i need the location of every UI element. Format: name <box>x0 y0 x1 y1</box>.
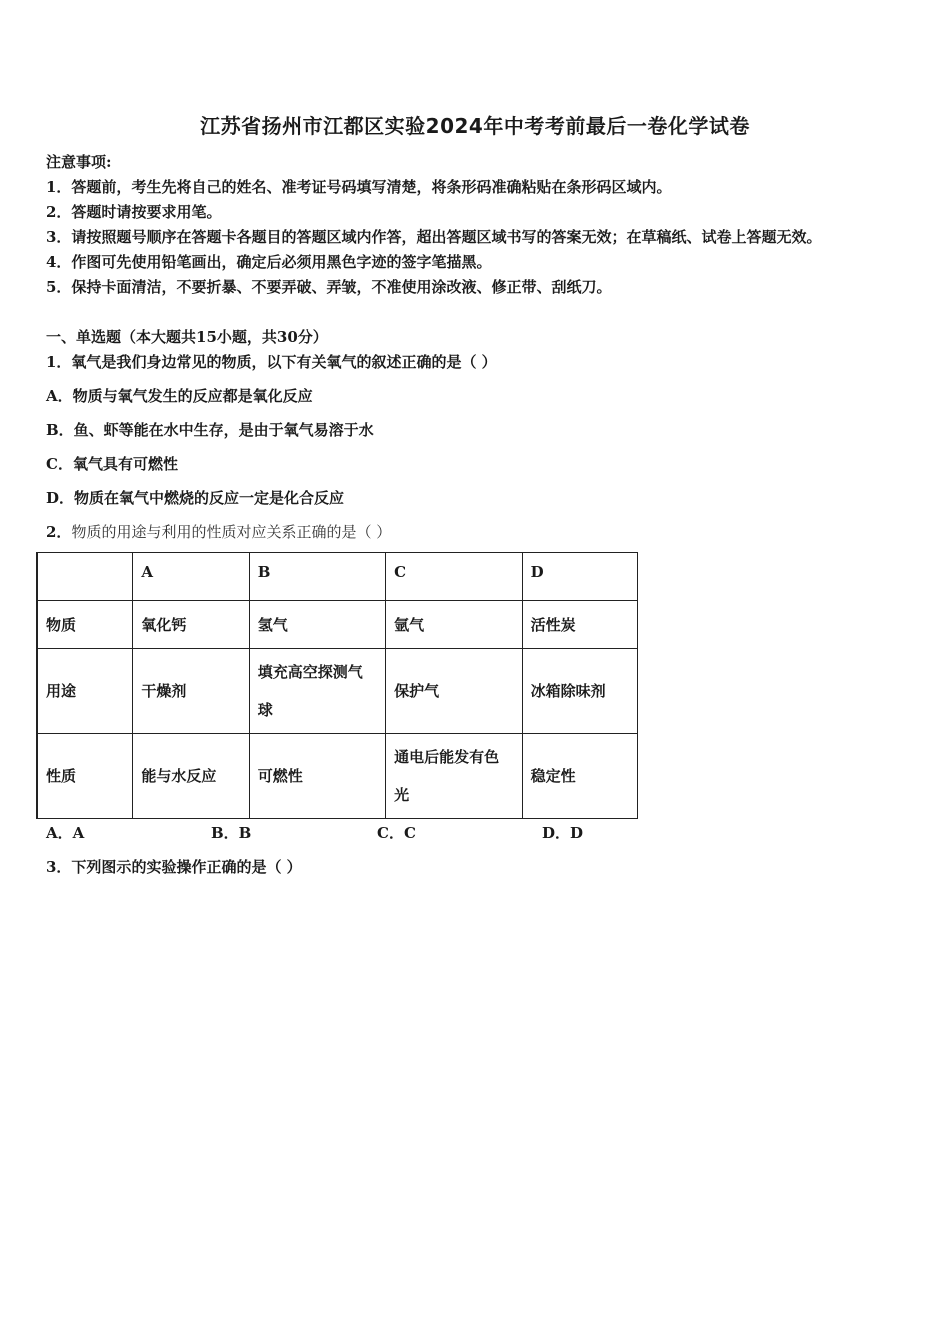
notice-item: 4．作图可先使用铅笔画出，确定后必须用黑色字迹的签字笔描黑。 <box>46 253 492 271</box>
table-cell: 填充高空探测气球 <box>249 649 385 734</box>
table-cell: 氢气 <box>249 601 385 649</box>
table-cell: 冰箱除味剂 <box>522 649 637 734</box>
question-1-option-b: B．鱼、虾等能在水中生存，是由于氧气易溶于水 <box>46 421 374 439</box>
question-2-answer-d: D．D <box>542 824 584 842</box>
table-cell: 氩气 <box>386 601 522 649</box>
table-cell: 干燥剂 <box>133 649 249 734</box>
question-2-answer-b: B．B <box>211 824 252 842</box>
notice-heading: 注意事项: <box>46 153 112 171</box>
section-heading: 一、单选题（本大题共15小题，共30分） <box>46 328 328 346</box>
page-title: 江苏省扬州市江都区实验2024年中考考前最后一卷化学试卷 <box>200 114 750 138</box>
table-row <box>37 649 638 734</box>
table-cell: B <box>249 553 385 601</box>
notice-item: 3．请按照题号顺序在答题卡各题目的答题区域内作答，超出答题区域书写的答案无效；在草稿纸、试卷上答题无效。 <box>46 228 822 246</box>
question-3-stem: 3．下列图示的实验操作正确的是（ ） <box>46 858 302 876</box>
table-cell: 通电后能发有色光 <box>386 734 522 819</box>
table-cell: 可燃性 <box>249 734 385 819</box>
table-cell <box>37 553 133 601</box>
table-cell: D <box>522 553 637 601</box>
question-1-option-c: C．氧气具有可燃性 <box>46 455 178 473</box>
question-2-answer-c: C．C <box>377 824 416 842</box>
table-cell: C <box>386 553 522 601</box>
table-cell: 用途 <box>37 649 133 734</box>
table-cell: A <box>133 553 249 601</box>
question-1-option-a: A．物质与氧气发生的反应都是氧化反应 <box>46 387 313 405</box>
table-row <box>37 601 638 649</box>
table-row <box>37 734 638 819</box>
table-cell: 活性炭 <box>522 601 637 649</box>
question-1-option-d: D．物质在氧气中燃烧的反应一定是化合反应 <box>46 489 345 507</box>
question-2-number: 2． <box>46 523 72 541</box>
table-cell: 保护气 <box>386 649 522 734</box>
notice-item: 1．答题前，考生先将自己的姓名、准考证号码填写清楚，将条形码准确粘贴在条形码区域内。 <box>46 178 672 196</box>
question-1-stem: 1．氧气是我们身边常见的物质，以下有关氧气的叙述正确的是（ ） <box>46 353 497 371</box>
question-2-text: 物质的用途与利用的性质对应关系正确的是（ ） <box>71 523 392 541</box>
table-header-row <box>37 553 638 601</box>
table-cell: 性质 <box>37 734 133 819</box>
table-cell: 稳定性 <box>522 734 637 819</box>
notice-item: 2．答题时请按要求用笔。 <box>46 203 222 221</box>
table-cell: 能与水反应 <box>133 734 249 819</box>
notice-item: 5．保持卡面清洁，不要折暴、不要弄破、弄皱，不准使用涂改液、修正带、刮纸刀。 <box>46 278 612 296</box>
table-cell: 氧化钙 <box>133 601 249 649</box>
question-2-answer-a: A．A <box>46 824 85 842</box>
question-2-stem <box>46 521 391 542</box>
question-2-table <box>36 552 638 819</box>
table-cell: 物质 <box>37 601 133 649</box>
